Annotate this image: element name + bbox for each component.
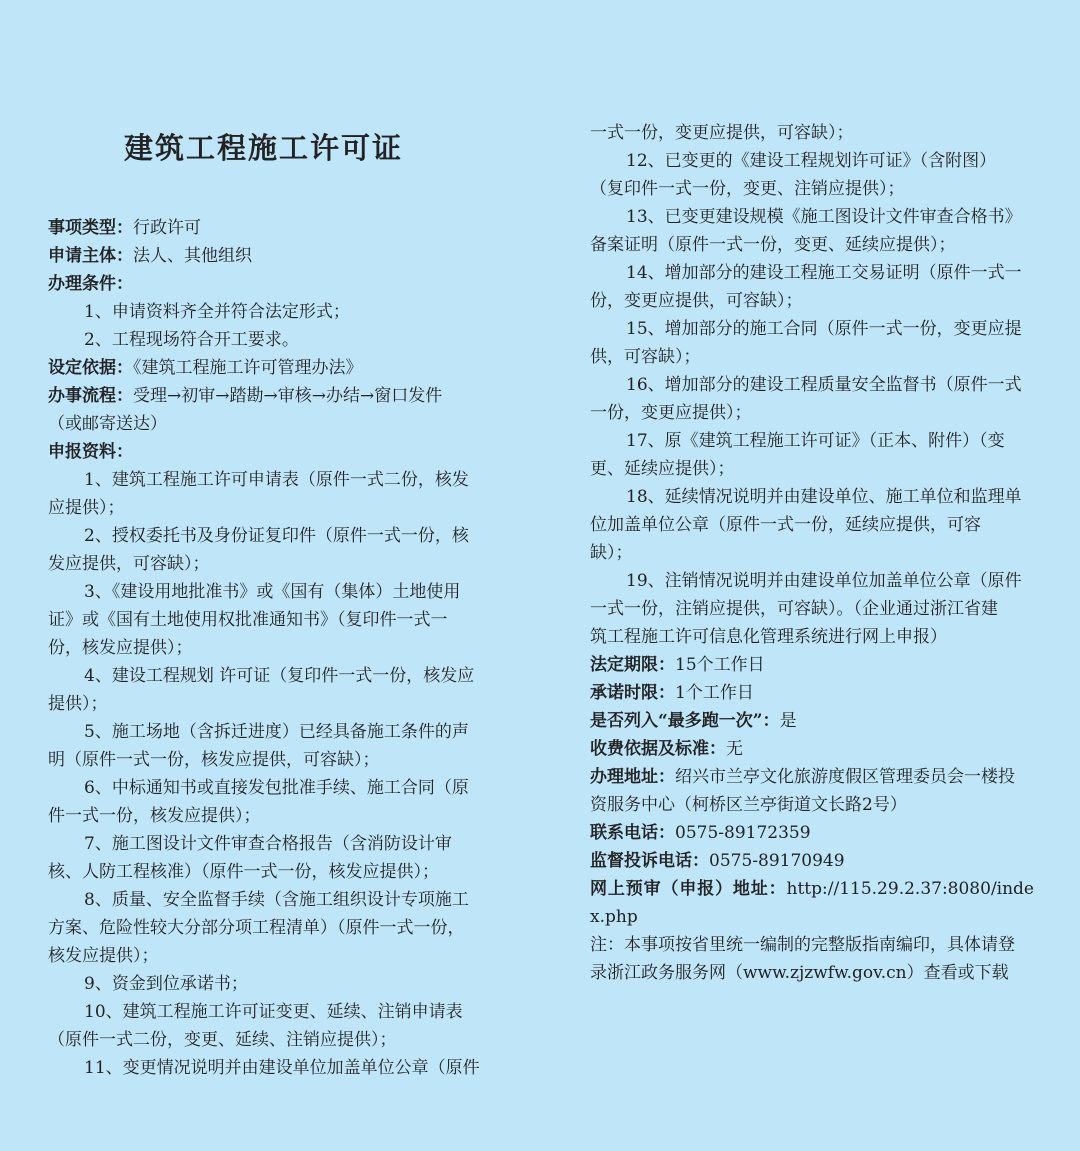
- phone-label: 联系电话：: [590, 823, 675, 843]
- material-item-cont: 证》或《国有土地使用权批准通知书》（复印件一式一: [48, 610, 448, 630]
- page-title: 建筑工程施工许可证: [124, 131, 404, 165]
- material-item-cont: 提供）；: [48, 694, 108, 714]
- basis-label: 设定依据：: [48, 358, 133, 378]
- materials-label: 申报资料：: [48, 442, 133, 462]
- material-item: 10、建筑工程施工许可证变更、延续、注销申请表: [84, 1002, 463, 1022]
- material-item-cont: 筑工程施工许可信息化管理系统进行网上申报）: [590, 627, 947, 647]
- basis-row: [48, 354, 492, 382]
- material-item: 9、资金到位承诺书；: [84, 974, 248, 994]
- material-item-cont: 方案、危险性较大分部分项工程清单）（原件一式一份，: [48, 918, 465, 938]
- material-item: 2、授权委托书及身份证复印件（原件一式一份，核: [84, 526, 469, 546]
- material-item: 18、延续情况说明并由建设单位、施工单位和监理单: [626, 487, 1022, 507]
- material-item: 19、注销情况说明并由建设单位加盖单位公章（原件: [626, 571, 1022, 591]
- material-item-cont: 缺）；: [590, 543, 633, 563]
- material-item: 13、已变更建设规模《施工图设计文件审查合格书》: [626, 207, 1022, 227]
- material-item: 3、《建设用地批准书》或《国有（集体）土地使用: [84, 582, 461, 602]
- material-item: 15、增加部分的施工合同（原件一式一份，变更应提: [626, 319, 1022, 339]
- material-item: 11、变更情况说明并由建设单位加盖单位公章（原件: [84, 1058, 480, 1078]
- material-item: 16、增加部分的建设工程质量安全监督书（原件一式: [626, 375, 1022, 395]
- fee-label: 收费依据及标准：: [590, 739, 726, 759]
- material-item: 7、施工图设计文件审查合格报告（含消防设计审: [84, 834, 452, 854]
- item-type-label: 事项类型：: [48, 218, 133, 238]
- material-item-cont: 一份，变更应提供）；: [590, 403, 752, 423]
- fee-row: [590, 735, 1034, 763]
- phone-value: 0575-89172359: [675, 823, 811, 843]
- material-item-cont: 核、人防工程核准）（原件一式一份，核发应提供）；: [48, 862, 439, 882]
- most-run-once-label: 是否列入“最多跑一次”：: [590, 711, 780, 731]
- complaint-phone-row: [590, 847, 1034, 875]
- material-item-cont: 应提供）；: [48, 498, 125, 518]
- material-item-cont: 核发应提供）；: [48, 946, 159, 966]
- right-column: [590, 119, 1034, 987]
- material-item-cont: 份，变更应提供，可容缺）；: [590, 291, 803, 311]
- material-item: 14、增加部分的建设工程施工交易证明（原件一式一: [626, 263, 1022, 283]
- address-label: 办理地址：: [590, 767, 675, 787]
- material-item-cont: 发应提供，可容缺）；: [48, 554, 210, 574]
- item-type-value: 行政许可: [133, 218, 201, 238]
- address-row: [590, 763, 1034, 791]
- condition-item: 2、工程现场符合开工要求。: [84, 330, 299, 350]
- material-item: 8、质量、安全监督手续（含施工组织设计专项施工: [84, 890, 469, 910]
- most-run-once-row: [590, 707, 1034, 735]
- material-item: 5、施工场地（含拆迁进度）已经具备施工条件的声: [84, 722, 469, 742]
- left-column: [48, 120, 492, 1082]
- basis-value: 《建筑工程施工许可管理办法》: [133, 358, 363, 378]
- material-item: 12、已变更的《建设工程规划许可证》（含附图）: [626, 151, 997, 171]
- material-item-cont: 供，可容缺）；: [590, 347, 701, 367]
- applicant-value: 法人、其他组织: [133, 246, 252, 266]
- material-item-cont: 件一式一份，核发应提供）；: [48, 806, 261, 826]
- legal-limit-row: [590, 651, 1034, 679]
- note-line: 录浙江政务服务网（www.zjzwfw.gov.cn）查看或下载: [590, 963, 1009, 983]
- online-row: [590, 875, 1034, 931]
- materials-row: [48, 438, 492, 466]
- process-row: [48, 382, 492, 410]
- material-item-cont: 明（原件一式一份，核发应提供，可容缺）；: [48, 750, 380, 770]
- material-item-cont: （原件一式二份，变更、延续、注销应提供）；: [48, 1030, 397, 1050]
- legal-limit-label: 法定期限：: [590, 655, 675, 675]
- phone-row: [590, 819, 1034, 847]
- online-url: http://115.29.2.37:8080/index.php: [590, 879, 1034, 927]
- material-item-cont: 备案证明（原件一式一份，变更、延续应提供）；: [590, 235, 956, 255]
- address-row-cont: 资服务中心（柯桥区兰亭街道文长路2号）: [590, 795, 907, 815]
- conditions-row: [48, 270, 492, 298]
- applicant-label: 申请主体：: [48, 246, 133, 266]
- legal-limit-value: 15个工作日: [675, 655, 765, 675]
- material-item-cont: 一式一份，变更应提供，可容缺）；: [590, 123, 854, 143]
- material-item-cont: 更、延续应提供）；: [590, 459, 735, 479]
- process-value: 受理→初审→踏勘→审核→办结→窗口发件: [133, 386, 443, 406]
- promised-limit-row: [590, 679, 1034, 707]
- online-label: 网上预审（申报）地址：: [590, 879, 787, 899]
- address-value: 绍兴市兰亭文化旅游度假区管理委员会一楼投: [675, 767, 1015, 787]
- material-item: 6、中标通知书或直接发包批准手续、施工合同（原: [84, 778, 469, 798]
- material-item: 4、建设工程规划 许可证（复印件一式一份，核发应: [84, 666, 475, 686]
- applicant-row: [48, 242, 492, 270]
- condition-item: 1、申请资料齐全并符合法定形式；: [84, 302, 350, 322]
- material-item-cont: 份，核发应提供）；: [48, 638, 193, 658]
- fee-value: 无: [726, 739, 743, 759]
- complaint-phone-value: 0575-89170949: [709, 851, 845, 871]
- note-line: 注：本事项按省里统一编制的完整版指南编印，具体请登: [590, 935, 1015, 955]
- conditions-label: 办理条件：: [48, 274, 133, 294]
- process-label: 办事流程：: [48, 386, 133, 406]
- material-item-cont: 位加盖单位公章（原件一式一份，延续应提供，可容: [590, 515, 981, 535]
- promised-limit-value: 1个工作日: [675, 683, 754, 703]
- most-run-once-value: 是: [779, 711, 797, 731]
- material-item: 17、原《建筑工程施工许可证》（正本、附件）（变: [626, 431, 1005, 451]
- material-item-cont: （复印件一式一份，变更、注销应提供）；: [590, 179, 905, 199]
- promised-limit-label: 承诺时限：: [590, 683, 675, 703]
- item-type-row: [48, 214, 492, 242]
- material-item: 1、建筑工程施工许可申请表（原件一式二份，核发: [84, 470, 469, 490]
- process-row-cont: （或邮寄送达）: [48, 414, 167, 434]
- complaint-phone-label: 监督投诉电话：: [590, 851, 709, 871]
- material-item-cont: 一式一份，注销应提供，可容缺）。（企业通过浙江省建: [590, 599, 998, 619]
